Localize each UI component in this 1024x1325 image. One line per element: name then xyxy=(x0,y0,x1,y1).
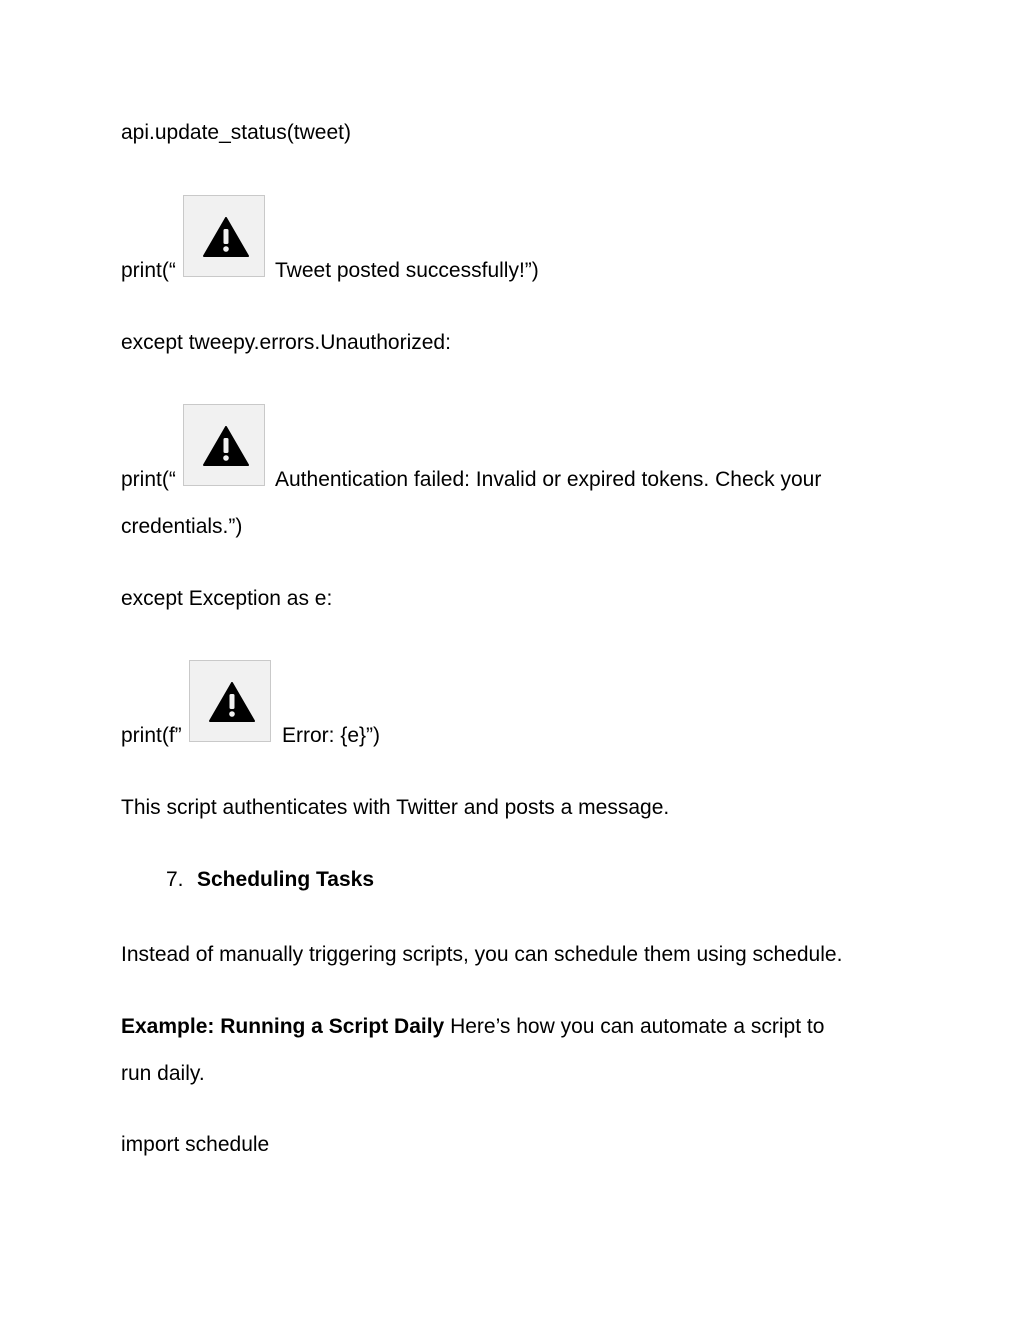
code-line-import-schedule: import schedule xyxy=(121,1133,270,1156)
warning-icon xyxy=(209,682,255,722)
script-description: This script authenticates with Twitter and posts a message. xyxy=(121,796,670,819)
paragraph-example-continuation: run daily. xyxy=(121,1062,205,1085)
code-line-except-unauthorized: except tweepy.errors.Unauthorized: xyxy=(121,331,451,354)
example-text: Here’s how you can automate a script to xyxy=(444,1015,825,1038)
broken-image-placeholder xyxy=(189,660,271,742)
warning-icon xyxy=(203,217,249,257)
code-line-print-prefix: print(f” xyxy=(121,724,182,747)
section-heading: Scheduling Tasks xyxy=(197,868,374,891)
broken-image-placeholder xyxy=(183,195,265,277)
code-line-print-message: Authentication failed: Invalid or expired tokens. Check your xyxy=(275,468,822,491)
code-line-print-message: Tweet posted successfully!”) xyxy=(275,259,539,282)
code-line-print-message: Error: {e}”) xyxy=(282,724,381,747)
code-line-except-exception: except Exception as e: xyxy=(121,587,333,610)
list-item-number: 7. xyxy=(166,868,184,891)
warning-icon xyxy=(203,426,249,466)
code-line-print-prefix: print(“ xyxy=(121,468,176,491)
code-line-print-continuation: credentials.”) xyxy=(121,515,243,538)
paragraph-instead: Instead of manually triggering scripts, you can schedule them using schedule. xyxy=(121,943,843,966)
broken-image-placeholder xyxy=(183,404,265,486)
code-line-print-prefix: print(“ xyxy=(121,259,176,282)
code-line-api-update: api.update_status(tweet) xyxy=(121,121,351,144)
example-heading: Example: Running a Script Daily xyxy=(121,1015,445,1038)
paragraph-example xyxy=(121,1015,824,1039)
